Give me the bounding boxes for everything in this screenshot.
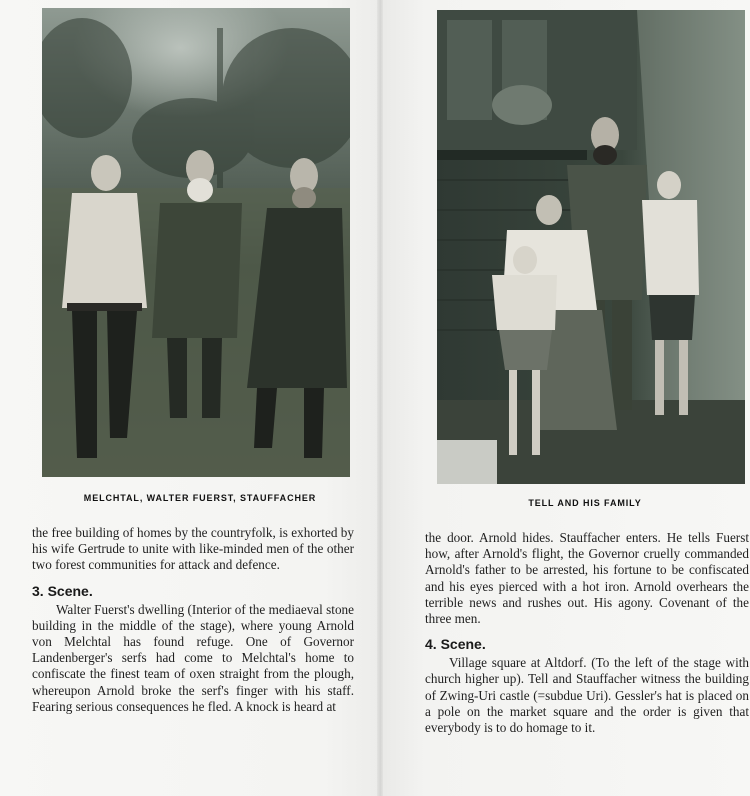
photo-illustration xyxy=(42,8,350,477)
photo-tell-and-family xyxy=(437,10,745,484)
intro-paragraph: the free building of homes by the countryfolk, is exhorted by his wife Gertrude to unite with like-minded men of the other two forest communities for attack and defence. xyxy=(32,525,354,573)
scene-4-body: Village square at Altdorf. (To the left of the stage with church higher up). Tell and Stauffacher witness the building of Zwing-Uri castle (=subdue Uri). Gessler's hat is placed on a pole on the market square and the order is given that everybody is to do homage to it. xyxy=(425,655,749,736)
scene-4-heading: 4. Scene. xyxy=(425,636,486,653)
scene-3-body: Walter Fuerst's dwelling (Interior of the mediaeval stone building in the middle of the stage), where young Arnold von Melchtal has found refuge. One of Governor Landenberger's serfs had come to Melchtal's home to confiscate the finest team of oxen straight from the plough, whereupon Arnold broke the serf's finger with his staff. Fearing serious consequences he fled. A knock is heard at xyxy=(32,601,354,714)
photo-illustration xyxy=(437,10,745,484)
photo-melchtal-fuerst-stauffacher xyxy=(42,8,350,477)
photo-caption-left: MELCHTAL, WALTER FUERST, STAUFFACHER xyxy=(83,493,317,503)
continued-paragraph: the door. Arnold hides. Stauffacher enters. He tells Fuerst how, after Arnold's flight, the Governor cruelly commanded Arnold's father to be arrested, his fortune to be confiscated and his eyes pierced with a hot iron. Arnold overhears the terrible news and rushes out. His agony. Covenant of the three men. xyxy=(425,530,749,627)
stone xyxy=(437,440,497,484)
right-column-text xyxy=(425,530,749,736)
photo-caption-right: TELL AND HIS FAMILY xyxy=(528,498,642,508)
left-column-text xyxy=(32,525,354,715)
page-fold xyxy=(377,0,383,796)
scene-3-heading: 3. Scene. xyxy=(32,582,93,599)
